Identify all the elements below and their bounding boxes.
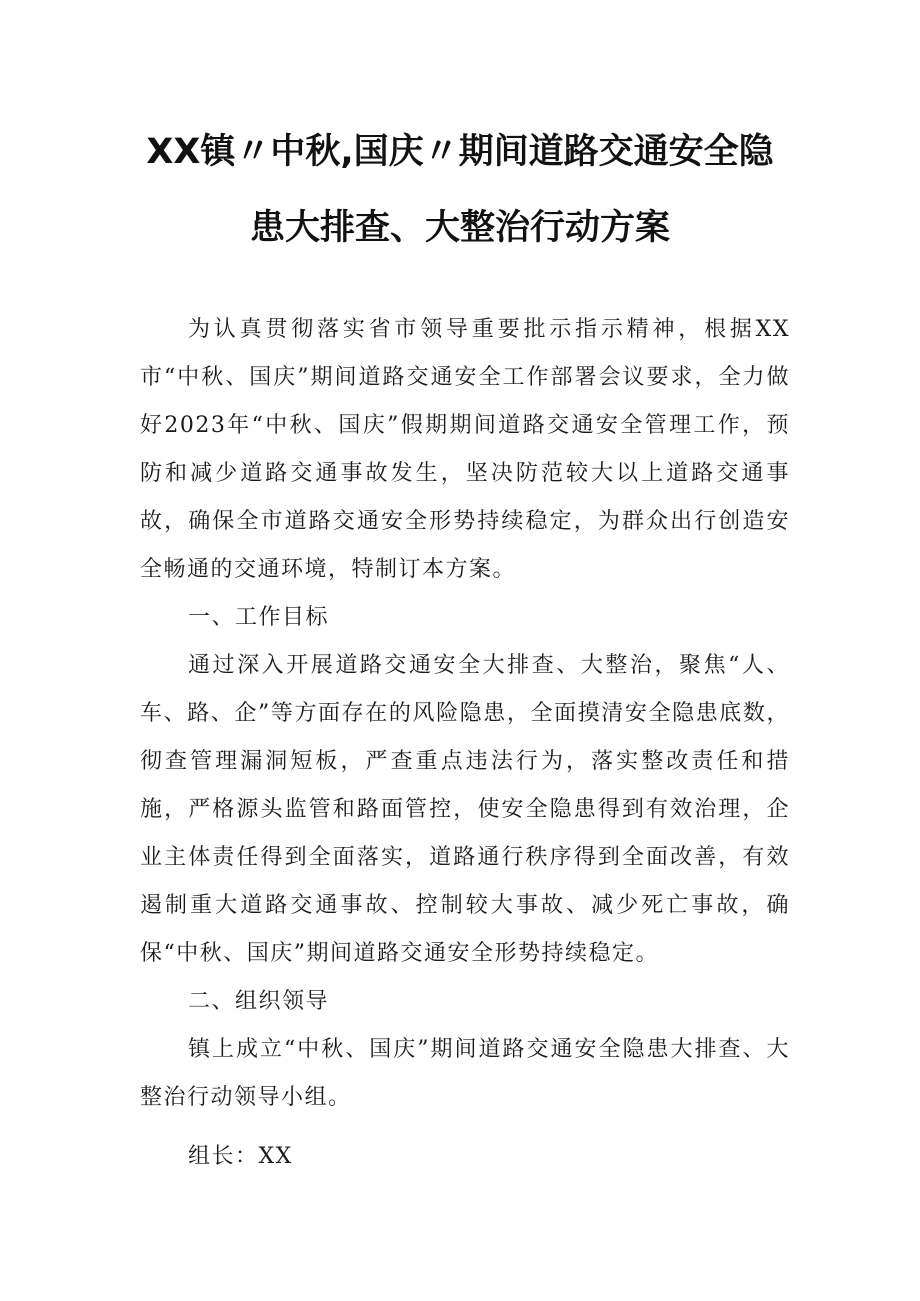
section-1-text: 通过深入开展道路交通安全大排查、大整治，聚焦“人、车、路、企”等方面存在的风险隐患，全面摸清安全隐患底数，彻查管理漏洞短板，严查重点违法行为，落实整改责任和措施，严格源头监管和路面管控，使安全隐患得到有效治理，企业主体责任得到全面落实，道路通行秩序得到全面改善，有效遏制重大道路交通事故、控制较大事故、减少死亡事故，确保“中秋、国庆”期间道路交通安全形势持续稳定。	[140, 653, 790, 966]
leader-text: 组长：XX	[188, 1144, 293, 1169]
section-2-heading-text: 二、组织领导	[188, 989, 330, 1014]
document-title-line-1: XX镇〃中秋,国庆〃期间道路交通安全隐	[146, 132, 774, 172]
section-1-heading	[140, 594, 790, 642]
section-1-heading-text: 一、工作目标	[188, 605, 330, 630]
section-2-heading	[140, 978, 790, 1026]
section-2-paragraph	[140, 1026, 790, 1122]
document-title-line-2: 患大排查、大整治行动方案	[249, 208, 670, 248]
section-2-text: 镇上成立“中秋、国庆”期间道路交通安全隐患大排查、大整治行动领导小组。	[140, 1037, 790, 1110]
intro-text: 为认真贯彻落实省市领导重要批示指示精神，根据XX市“中秋、国庆”期间道路交通安全工作部署会议要求，全力做好2023年“中秋、国庆”假期期间道路交通安全管理工作，预防和减少道路交通事故发生，坚决防范较大以上道路交通事故，确保全市道路交通安全形势持续稳定，为群众出行创造安全畅通的交通环境，特制订本方案。	[140, 317, 790, 582]
intro-paragraph	[140, 306, 790, 594]
leader-line	[140, 1133, 790, 1181]
section-1-paragraph	[140, 642, 790, 978]
